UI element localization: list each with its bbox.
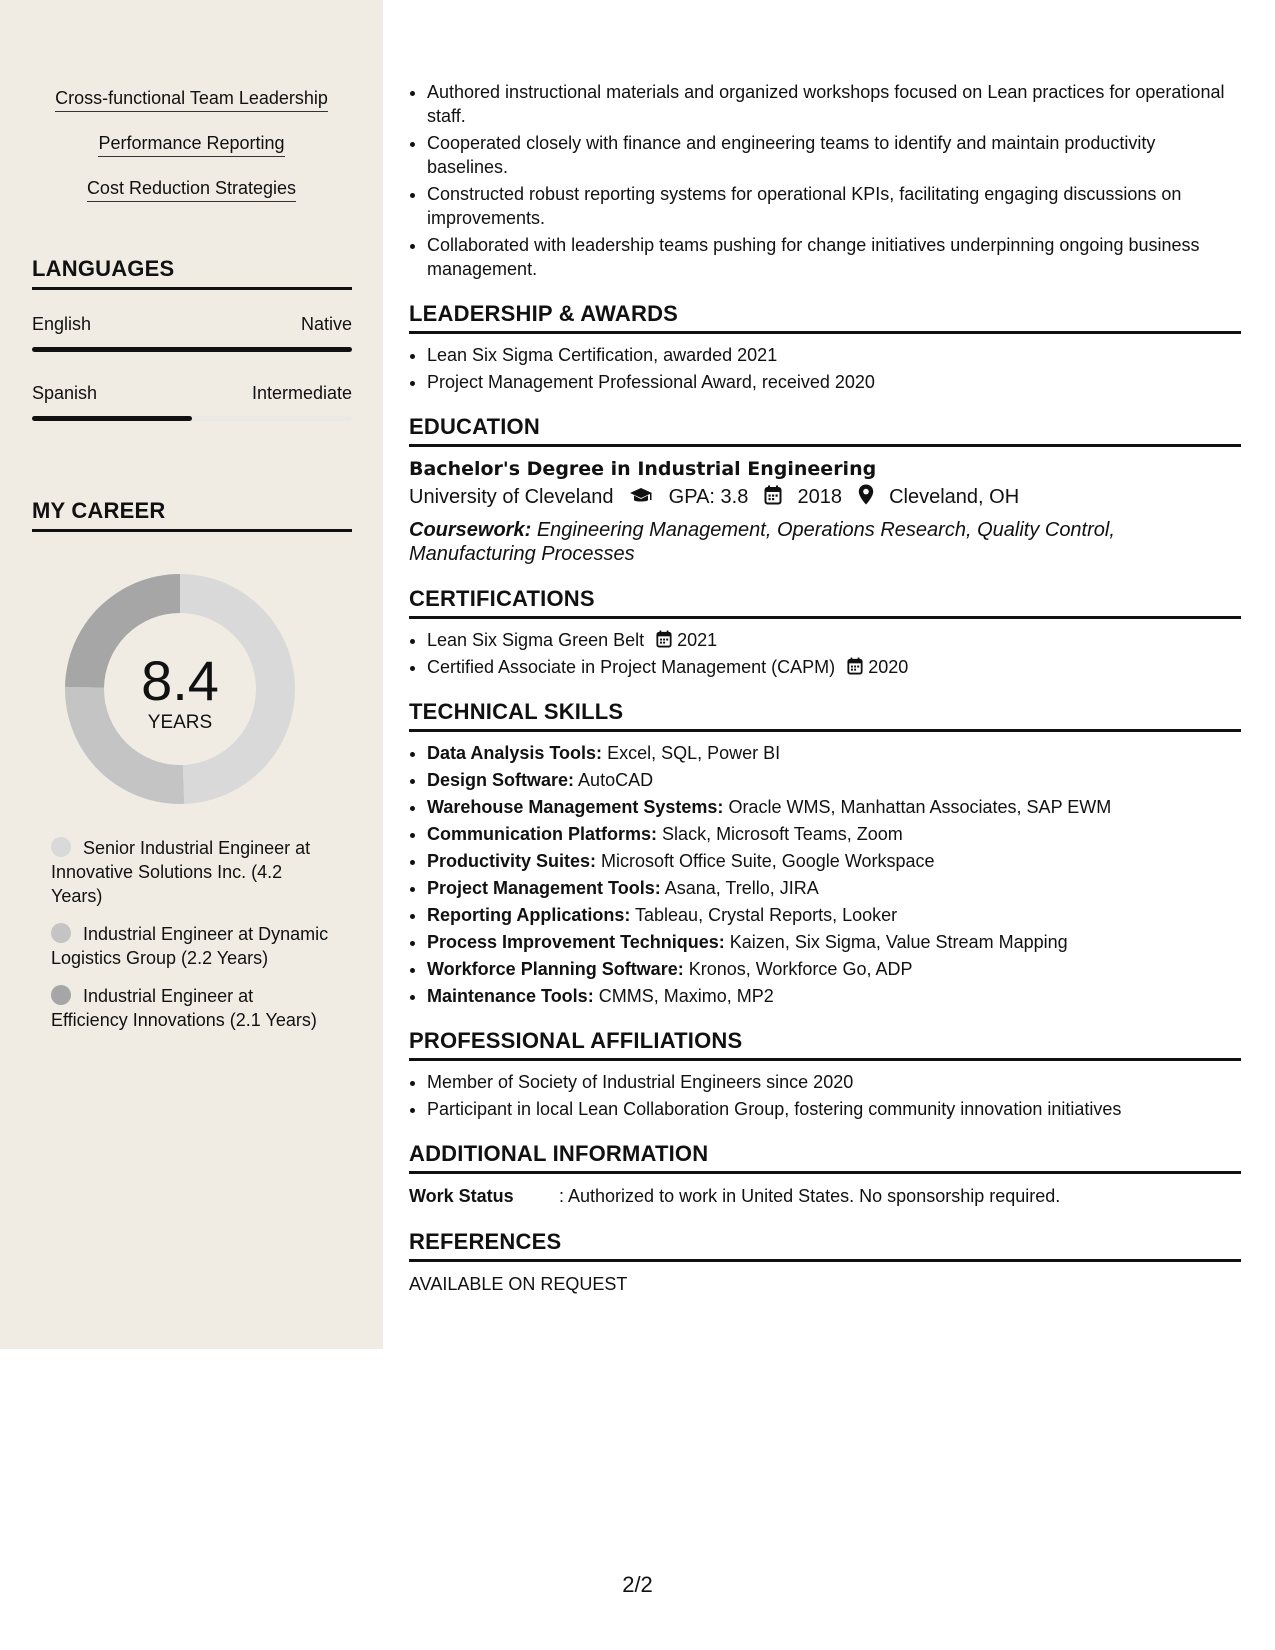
- work-status-value: : Authorized to work in United States. No sponsorship required.: [559, 1186, 1061, 1206]
- skill-value: Microsoft Office Suite, Google Workspace: [601, 851, 935, 871]
- location-pin-icon: [858, 482, 874, 512]
- certification-name: Lean Six Sigma Green Belt: [427, 630, 645, 650]
- coursework-label: Coursework:: [409, 519, 532, 541]
- graduation-cap-icon: [629, 482, 653, 512]
- list-item: • Authored instructional materials and organized workshops focused on Lean practices for operational staff.: [427, 80, 1241, 128]
- career-item: [51, 984, 331, 1032]
- skill-value: Tableau, Crystal Reports, Looker: [635, 905, 898, 925]
- list-item: [427, 984, 1241, 1008]
- calendar-icon: [656, 630, 672, 650]
- skill-label: Workforce Planning Software:: [427, 959, 684, 979]
- career-item: [51, 922, 331, 970]
- language-bar: [32, 347, 352, 352]
- page-number: 2/2: [622, 1572, 653, 1597]
- education-year: 2018: [797, 486, 842, 508]
- list-item: [427, 741, 1241, 765]
- language-level: Intermediate: [251, 383, 352, 403]
- list-item: • Collaborated with leadership teams pushing for change initiatives underpinning ongoing business management.: [427, 233, 1241, 281]
- certification-year: 2020: [868, 657, 909, 677]
- education-location: Cleveland, OH: [889, 486, 1020, 508]
- technical-skills-list: [409, 741, 1241, 1008]
- career-heading: MY CAREER: [32, 498, 352, 532]
- calendar-icon: [847, 657, 863, 677]
- list-item: [427, 903, 1241, 927]
- list-item: • Project Management Professional Award, received 2020: [427, 370, 1241, 394]
- list-item: • Participant in local Lean Collaboration Group, fostering community innovation initiatives: [427, 1097, 1241, 1121]
- list-item: [427, 768, 1241, 792]
- skill-value: Asana, Trello, JIRA: [664, 878, 819, 898]
- list-item: • Constructed robust reporting systems for operational KPIs, facilitating engaging discussions on improvements.: [427, 182, 1241, 230]
- skill-value: CMMS, Maximo, MP2: [598, 986, 774, 1006]
- list-item: • Cooperated closely with finance and engineering teams to identify and maintain productivity baselines.: [427, 131, 1241, 179]
- references-text: AVAILABLE ON REQUEST: [409, 1274, 628, 1294]
- language-name: English: [32, 314, 92, 334]
- affiliations-heading: PROFESSIONAL AFFILIATIONS: [409, 1028, 1241, 1061]
- language-bar-fill: [32, 416, 192, 421]
- skill-label: Productivity Suites:: [427, 851, 597, 871]
- work-status-label: Work Status: [409, 1186, 514, 1206]
- skill-value: Excel, SQL, Power BI: [607, 743, 781, 763]
- work-status-row: [409, 1183, 1241, 1209]
- language-name: Spanish: [32, 383, 98, 403]
- coursework-text: Engineering Management, Operations Research, Quality Control, Manufacturing Processes: [409, 519, 1115, 565]
- affiliations-list: [409, 1070, 1241, 1121]
- skill-label: Warehouse Management Systems:: [427, 797, 724, 817]
- references-heading: REFERENCES: [409, 1229, 1241, 1262]
- main-content: [409, 80, 1241, 1297]
- career-list: [51, 836, 331, 1046]
- education-degree: Bachelor's Degree in Industrial Engineering: [409, 458, 877, 480]
- list-item: [427, 957, 1241, 981]
- skill-value: Kaizen, Six Sigma, Value Stream Mapping: [729, 932, 1068, 952]
- certification-year: 2021: [677, 630, 718, 650]
- skill-label: Project Management Tools:: [427, 878, 661, 898]
- technical-skills-heading: TECHNICAL SKILLS: [409, 699, 1241, 732]
- career-item-text: Senior Industrial Engineer at Innovative Solutions Inc. (4.2 Years): [51, 838, 311, 906]
- language-bar-fill: [32, 347, 352, 352]
- list-item: [427, 628, 1241, 652]
- certifications-list: [409, 628, 1241, 679]
- leadership-heading: LEADERSHIP & AWARDS: [409, 301, 1241, 334]
- education-gpa: GPA: 3.8: [668, 486, 749, 508]
- language-bar: [32, 416, 352, 421]
- skill-label: Maintenance Tools:: [427, 986, 594, 1006]
- career-item: [51, 836, 331, 908]
- skill-tag: Cross-functional Team Leadership: [55, 86, 328, 112]
- skill-value: Kronos, Workforce Go, ADP: [688, 959, 913, 979]
- skill-label: Reporting Applications:: [427, 905, 631, 925]
- education-school: University of Cleveland: [409, 486, 614, 508]
- skill-tag: Performance Reporting: [98, 131, 284, 157]
- career-donut: [65, 574, 295, 804]
- additional-info-heading: ADDITIONAL INFORMATION: [409, 1141, 1241, 1174]
- legend-dot: [51, 923, 71, 943]
- certification-name: Certified Associate in Project Management (CAPM): [427, 657, 836, 677]
- list-item: [427, 849, 1241, 873]
- list-item: [427, 822, 1241, 846]
- skill-value: Oracle WMS, Manhattan Associates, SAP EWM: [728, 797, 1112, 817]
- skill-label: Design Software:: [427, 770, 575, 790]
- list-item: [427, 655, 1241, 679]
- education-meta: [409, 482, 1241, 512]
- sidebar: [0, 0, 383, 1349]
- list-item: • Member of Society of Industrial Engineers since 2020: [427, 1070, 1241, 1094]
- experience-bullets: [409, 80, 1241, 281]
- career-item-text: Industrial Engineer at Efficiency Innovations (2.1 Years): [51, 986, 317, 1030]
- certifications-heading: CERTIFICATIONS: [409, 586, 1241, 619]
- legend-dot: [51, 837, 71, 857]
- skill-tag: Cost Reduction Strategies: [87, 176, 296, 202]
- skill-value: Slack, Microsoft Teams, Zoom: [662, 824, 903, 844]
- skill-label: Communication Platforms:: [427, 824, 658, 844]
- languages-heading: LANGUAGES: [32, 256, 352, 290]
- list-item: [427, 876, 1241, 900]
- career-item-text: Industrial Engineer at Dynamic Logistics Group (2.2 Years): [51, 924, 329, 968]
- skill-value: AutoCAD: [578, 770, 654, 790]
- career-total-unit: YEARS: [147, 712, 213, 733]
- list-item: • Lean Six Sigma Certification, awarded 2021: [427, 343, 1241, 367]
- language-level: Native: [300, 314, 352, 334]
- legend-dot: [51, 985, 71, 1005]
- career-total-years: 8.4: [141, 649, 219, 712]
- calendar-icon: [764, 482, 782, 512]
- skill-label: Data Analysis Tools:: [427, 743, 603, 763]
- list-item: [427, 795, 1241, 819]
- skill-label: Process Improvement Techniques:: [427, 932, 725, 952]
- list-item: [427, 930, 1241, 954]
- skills-list: [0, 86, 383, 221]
- education-heading: EDUCATION: [409, 414, 1241, 447]
- leadership-list: [409, 343, 1241, 394]
- education-coursework: [409, 518, 1241, 566]
